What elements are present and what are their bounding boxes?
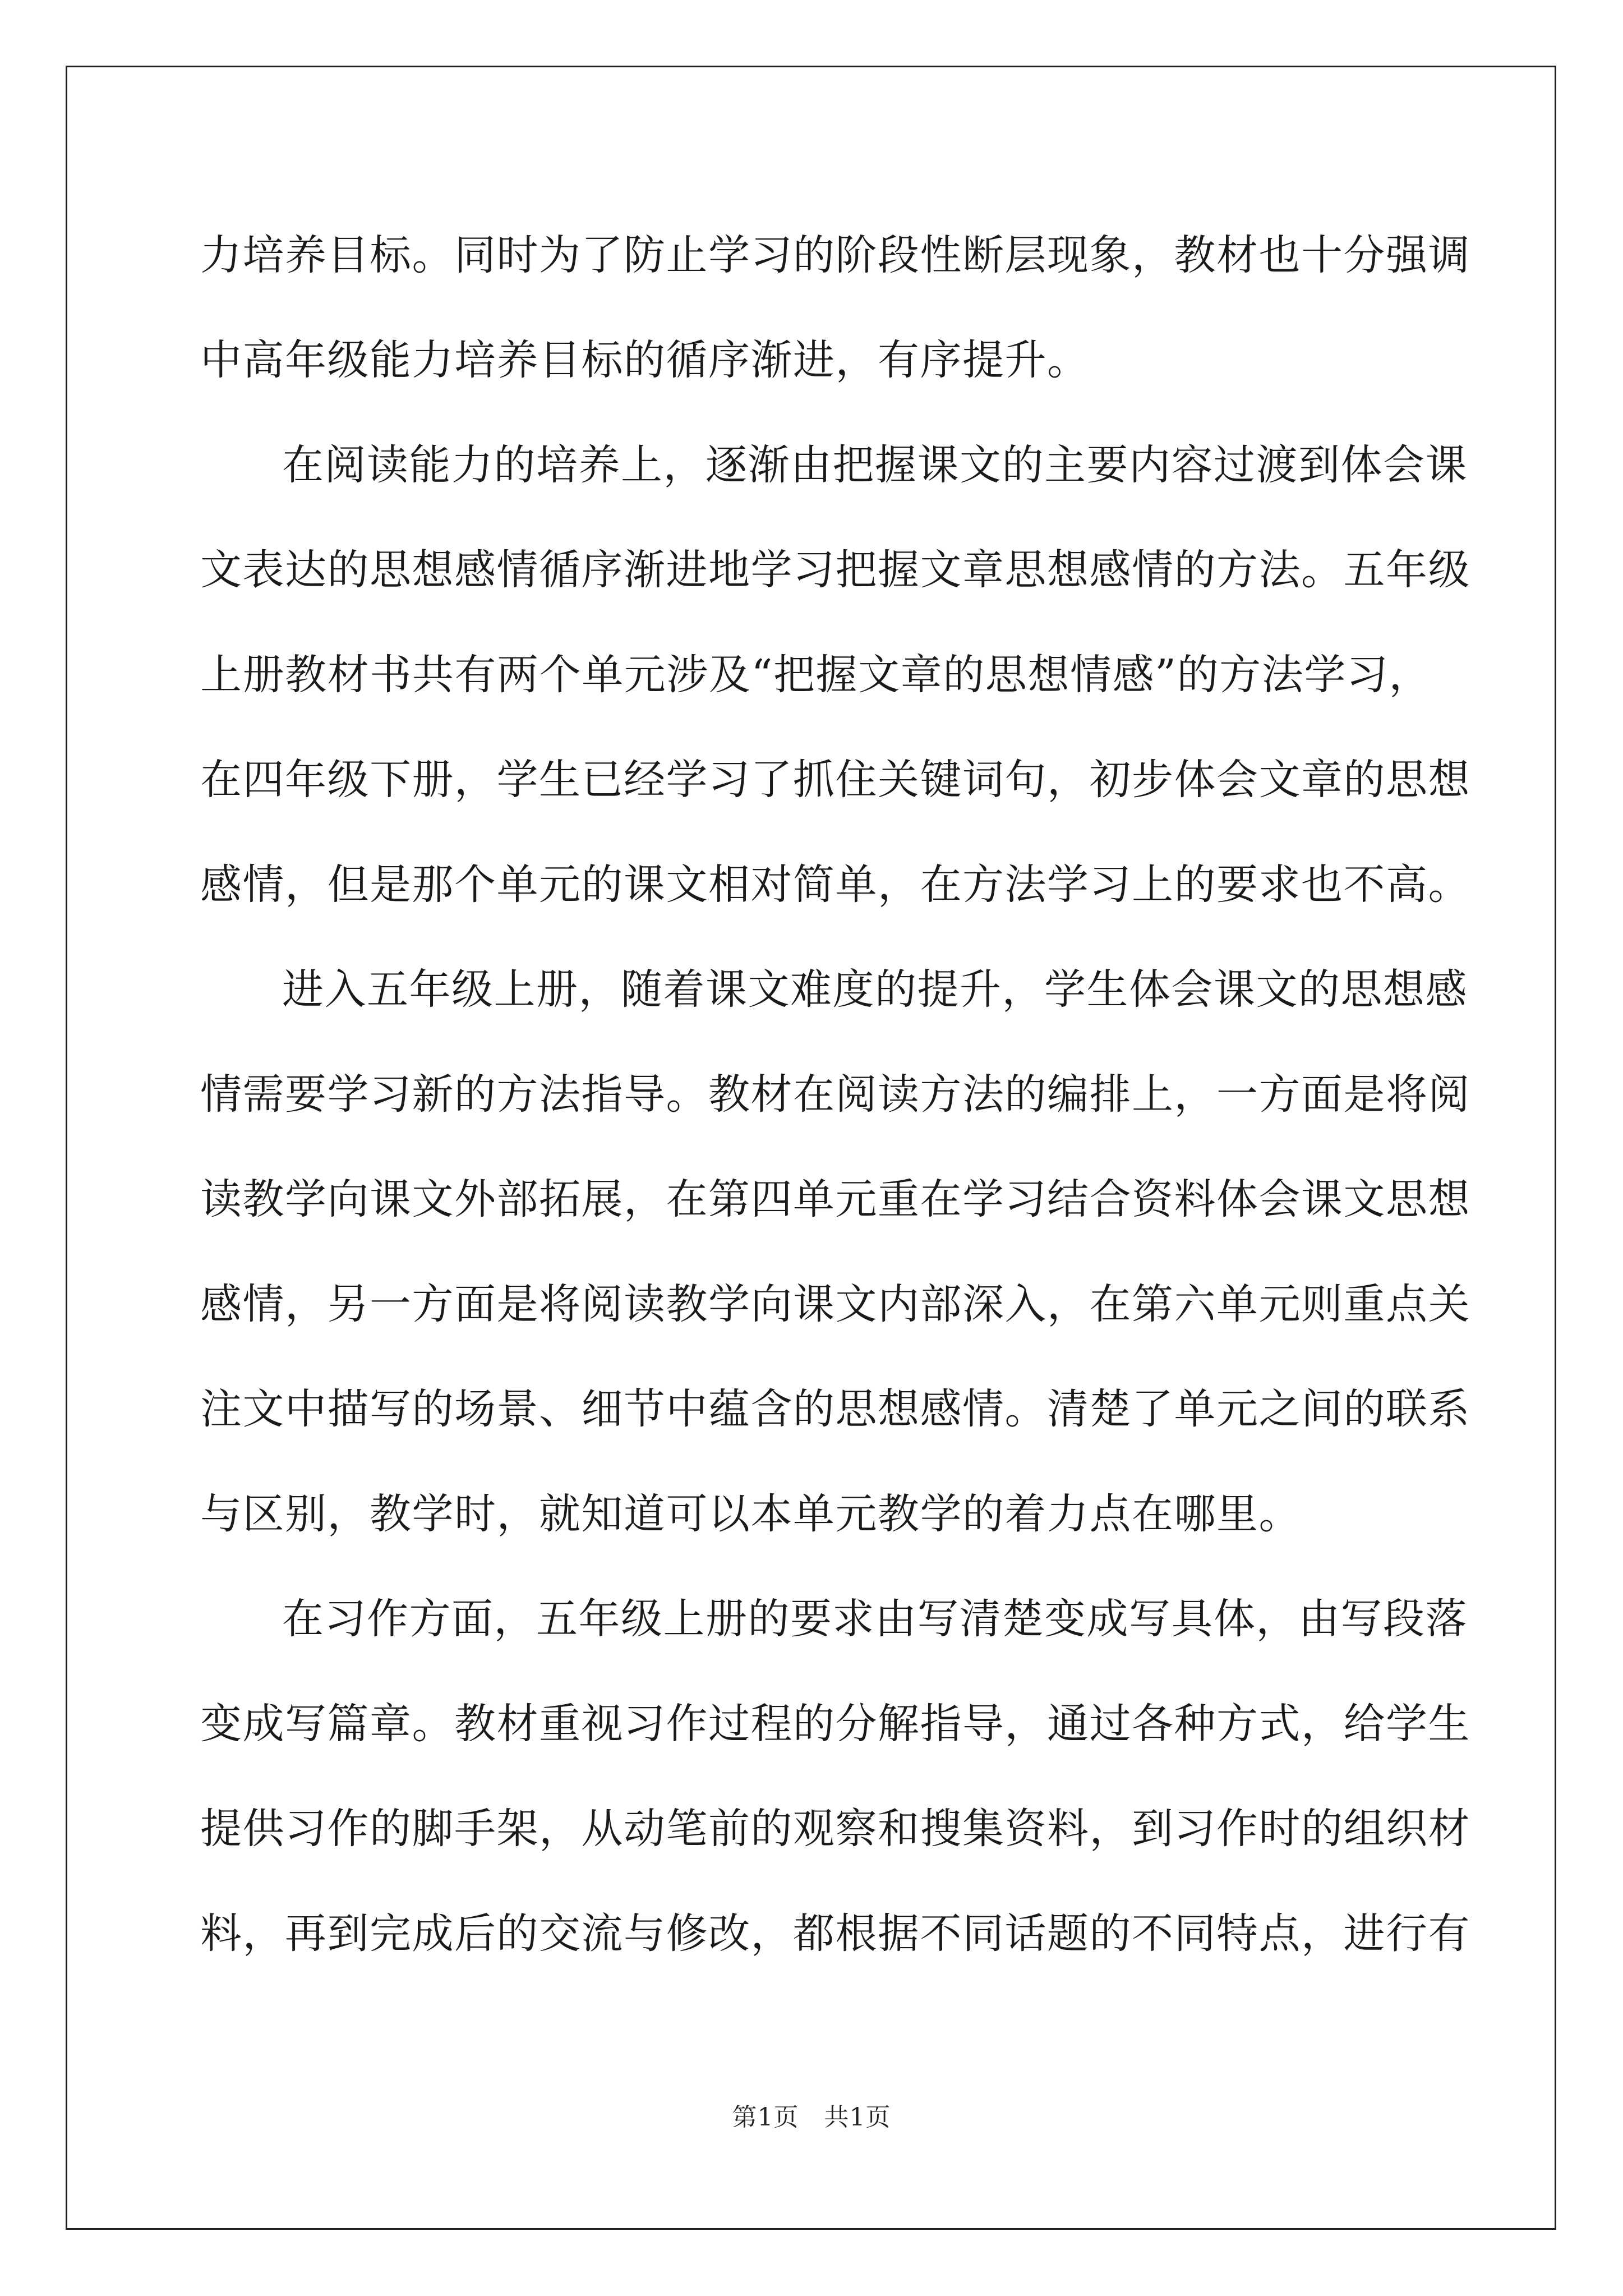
text-line: 变成写篇章。教材重视习作过程的分解指导，通过各种方式，给学生 <box>200 1700 1470 1748</box>
text-line: 感情，另一方面是将阅读教学向课文内部深入，在第六单元则重点关 <box>200 1280 1470 1328</box>
text-line: 提供习作的脚手架，从动笔前的观察和搜集资料，到习作时的组织材 <box>200 1805 1470 1853</box>
text-line: 在四年级下册，学生已经学习了抓住关键词句，初步体会文章的思想 <box>200 756 1470 804</box>
text-line: 力培养目标。同时为了防止学习的阶段性断层现象，教材也十分强调 <box>200 231 1470 279</box>
text-line: 注文中描写的场景、细节中蕴含的思想感情。清楚了单元之间的联系 <box>200 1385 1470 1433</box>
paragraph-start-line: 进入五年级上册，随着课文难度的提升，学生体会课文的思想感 <box>282 965 1468 1014</box>
text-line: 情需要学习新的方法指导。教材在阅读方法的编排上，一方面是将阅 <box>200 1070 1470 1119</box>
text-line: 上册教材书共有两个单元涉及“把握文章的思想情感”的方法学习， <box>200 651 1431 699</box>
document-body <box>200 219 1470 2002</box>
text-line: 中高年级能力培养目标的循序渐进，有序提升。 <box>200 336 1090 384</box>
text-line: 感情，但是那个单元的课文相对简单，在方法学习上的要求也不高。 <box>200 861 1470 909</box>
text-line: 与区别，教学时，就知道可以本单元教学的着力点在哪里。 <box>200 1490 1301 1538</box>
text-line: 料，再到完成后的交流与修改，都根据不同话题的不同特点，进行有 <box>200 1910 1470 1958</box>
paragraph-start-line: 在阅读能力的培养上，逐渐由把握课文的主要内容过渡到体会课 <box>282 441 1468 489</box>
text-line: 读教学向课文外部拓展，在第四单元重在学习结合资料体会课文思想 <box>200 1175 1470 1223</box>
paragraph-start-line: 在习作方面，五年级上册的要求由写清楚变成写具体，由写段落 <box>282 1595 1468 1643</box>
page-footer <box>0 2097 1623 2133</box>
page-total: 共1页 <box>824 2103 891 2132</box>
text-line: 文表达的思想感情循序渐进地学习把握文章思想感情的方法。五年级 <box>200 546 1470 594</box>
page-number: 第1页 <box>732 2103 799 2132</box>
